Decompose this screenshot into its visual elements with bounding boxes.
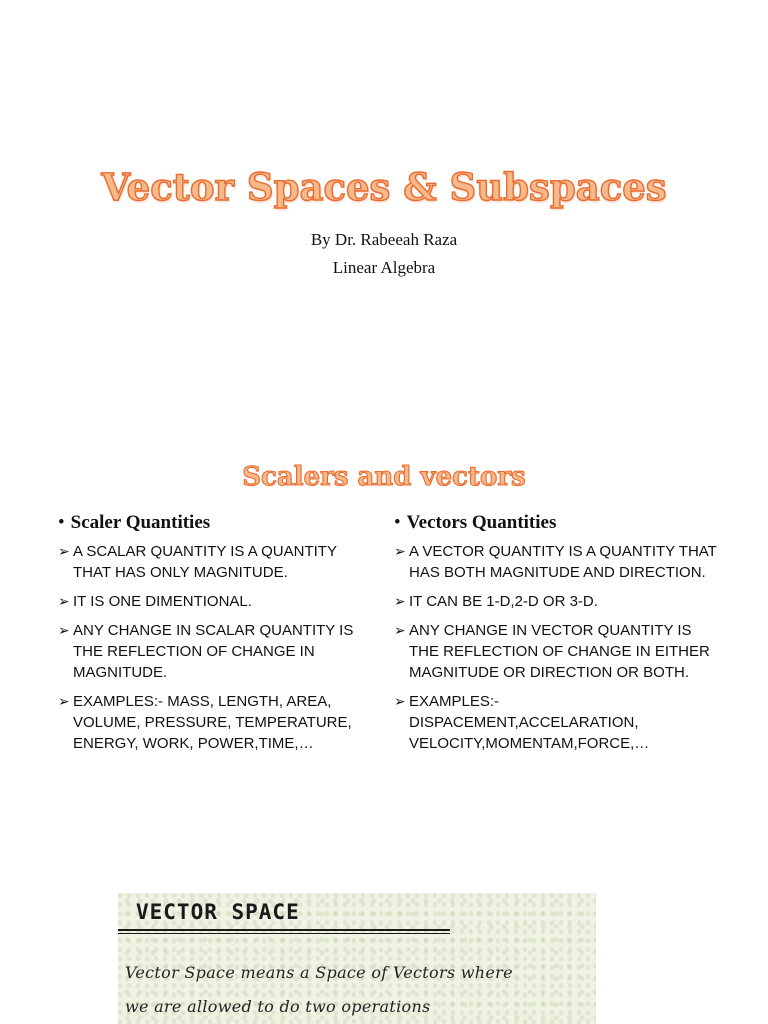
arrow-bullet-icon: ➢ [394, 693, 406, 709]
course-line: Linear Algebra [332, 258, 436, 277]
arrow-bullet-icon: ➢ [58, 543, 70, 559]
title-underline [118, 933, 450, 934]
scalars-vectors-slide [0, 420, 768, 880]
list-item [394, 541, 724, 583]
arrow-bullet-icon: ➢ [58, 593, 70, 609]
vector-heading: Vectors Quantities [406, 512, 557, 533]
list-item [58, 620, 378, 683]
point-text: ANY CHANGE IN SCALAR QUANTITY IS THE REFLECTION OF CHANGE IN MAGNITUDE. [73, 622, 354, 681]
point-text: A VECTOR QUANTITY IS A QUANTITY THAT HAS BOTH MAGNITUDE AND DIRECTION. [409, 543, 717, 581]
definition-line: we are allowed to do two operations [125, 997, 431, 1016]
scaler-heading: Scaler Quantities [70, 512, 211, 533]
list-item [58, 691, 378, 754]
vector-space-title: VECTOR SPACE [136, 900, 300, 924]
vector-space-slide [118, 893, 596, 1024]
slide-title: Scalers and vectors [242, 462, 526, 492]
bullet-icon: • [58, 512, 65, 533]
column-heading [58, 512, 378, 534]
definition-line: Vector Space means a Space of Vectors where [125, 963, 513, 982]
presentation-title: Vector Spaces & Subspaces [101, 165, 667, 209]
list-item [58, 591, 378, 612]
scaler-column [58, 512, 378, 762]
bullet-icon: • [394, 512, 401, 533]
point-text: EXAMPLES:- DISPACEMENT,ACCELARATION, VELOCITY,MOMENTAM,FORCE,… [409, 693, 650, 752]
arrow-bullet-icon: ➢ [394, 622, 406, 638]
point-text: A SCALAR QUANTITY IS A QUANTITY THAT HAS ONLY MAGNITUDE. [73, 543, 337, 581]
arrow-bullet-icon: ➢ [394, 593, 406, 609]
point-text: EXAMPLES:- MASS, LENGTH, AREA, VOLUME, PRESSURE, TEMPERATURE, ENERGY, WORK, POWER,TIME,… [73, 693, 352, 752]
author-line: By Dr. Rabeeah Raza [310, 230, 458, 249]
point-text: IT CAN BE 1-D,2-D OR 3-D. [409, 593, 598, 610]
title-slide [0, 0, 768, 420]
point-text: ANY CHANGE IN VECTOR QUANTITY IS THE REFLECTION OF CHANGE IN EITHER MAGNITUDE OR DIRECTION OR BOTH. [409, 622, 710, 681]
list-item [394, 691, 724, 754]
title-underline [118, 929, 450, 931]
arrow-bullet-icon: ➢ [58, 693, 70, 709]
list-item [394, 620, 724, 683]
list-item [58, 541, 378, 583]
arrow-bullet-icon: ➢ [58, 622, 70, 638]
vector-column [394, 512, 724, 762]
list-item [394, 591, 724, 612]
column-heading [394, 512, 724, 534]
point-text: IT IS ONE DIMENTIONAL. [73, 593, 252, 610]
arrow-bullet-icon: ➢ [394, 543, 406, 559]
